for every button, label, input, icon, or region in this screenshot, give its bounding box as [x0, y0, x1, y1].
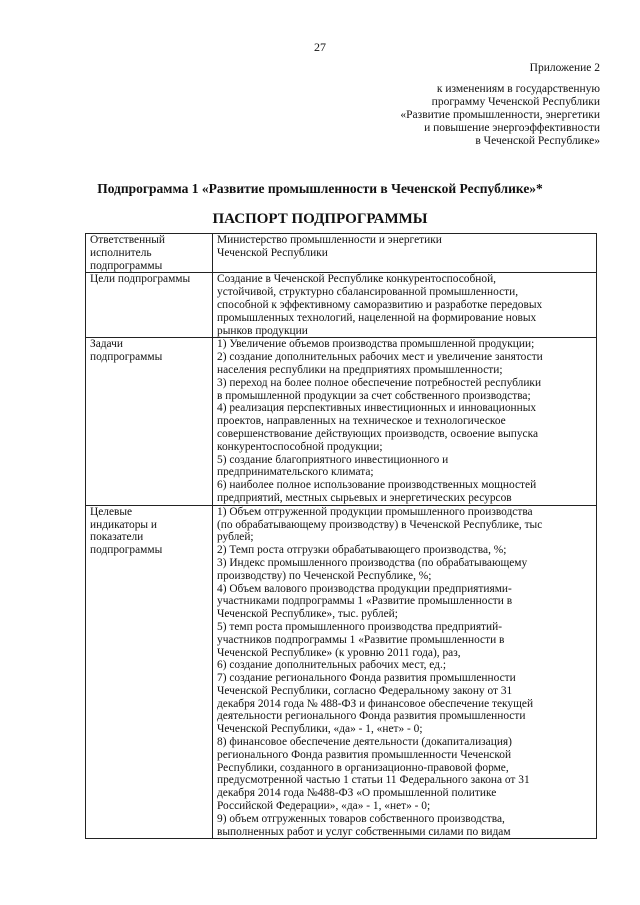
passport-table: [85, 233, 597, 839]
row-content-cell: [213, 234, 597, 273]
passport-row: [86, 338, 597, 505]
row-content-line: 3) Индекс промышленного производства (по обрабатывающему: [217, 556, 528, 569]
row-label-line: Задачи: [90, 338, 123, 351]
row-content-line: в промышленной продукции за счет собственного производства;: [217, 389, 531, 402]
row-content-line: Чеченской Республики, согласно Федеральному закону от 31: [217, 684, 513, 697]
passport-row: [86, 505, 597, 839]
page-number: 27: [314, 40, 326, 54]
row-content-line: 2) создание дополнительных рабочих мест и увеличение занятости: [217, 351, 543, 364]
row-content-line: 1) Увеличение объемов производства промышленной продукции;: [217, 338, 535, 351]
row-content-line: промышленных технологий, нацеленной на формирование новых: [217, 311, 537, 324]
row-content-line: 5) создание благоприятного инвестиционного и: [217, 453, 449, 466]
row-content-cell: [213, 273, 597, 338]
row-content-line: участников подпрограммы 1 «Развитие промышленности в: [217, 633, 505, 646]
appendix-note: [340, 62, 600, 148]
passport-title: ПАСПОРТ ПОДПРОГРАММЫ: [212, 211, 428, 227]
row-content-line: Российской Федерации», «да» - 1, «нет» - 0;: [217, 800, 431, 813]
row-content-line: 5) темп роста промышленного производства предприятий-: [217, 620, 503, 633]
appendix-line: к изменениям в государственную: [436, 83, 600, 95]
row-content-line: Чеченской Республики: [217, 246, 328, 259]
row-content-line: предпринимательского климата;: [217, 466, 374, 479]
row-label-cell: [86, 505, 213, 839]
row-content-line: декабря 2014 года №488-ФЗ «О промышленной политике: [217, 787, 497, 800]
row-content-line: 8) финансовое обеспечение деятельности (докапитализация): [217, 736, 512, 749]
row-content-line: рублей;: [217, 531, 254, 544]
row-content-line: населения республики на предприятиях промышленности;: [217, 363, 503, 376]
row-label-cell: [86, 234, 213, 273]
row-content-line: 4) реализация перспективных инвестиционных и инновационных: [217, 402, 537, 415]
row-content-line: 1) Объем отгруженной продукции промышленного производства: [217, 505, 533, 518]
row-content-line: Создание в Чеченской Республике конкурентоспособной,: [217, 273, 497, 286]
appendix-line: и повышение энергоэффективности: [424, 122, 600, 134]
passport-row: [86, 234, 597, 273]
appendix-line: в Чеченской Республике»: [475, 135, 600, 147]
row-content-line: декабря 2014 года № 488-ФЗ и финансовое обеспечение текущей: [217, 697, 534, 710]
row-content-line: 4) Объем валового производства продукции предприятиями-: [217, 582, 512, 595]
row-content-line: Чеченской Республики, «да» - 1, «нет» - 0;: [217, 723, 423, 736]
subprogram-heading: Подпрограмма 1 «Развитие промышленности в Чеченской Республике»*: [97, 181, 543, 196]
row-content-line: 6) создание дополнительных рабочих мест, ед.;: [217, 659, 446, 672]
row-content-line: Республики, созданного в организационно-правовой форме,: [217, 761, 509, 774]
row-content-line: конкурентоспособной продукции;: [217, 440, 383, 453]
row-content-line: Министерство промышленности и энергетики: [217, 234, 442, 246]
row-label-line: индикаторы и: [90, 518, 158, 531]
row-label-line: подпрограммы: [90, 544, 163, 557]
row-label-line: исполнитель: [90, 246, 152, 259]
appendix-line: программу Чеченской Республики: [431, 96, 600, 108]
row-content-line: Чеченской Республике», тыс. рублей;: [217, 608, 398, 621]
row-content-line: предусмотренной частью 1 статьи 11 Федерального закона от 31: [217, 774, 530, 787]
row-content-line: 3) переход на более полное обеспечение потребностей республики: [217, 376, 542, 389]
row-content-line: предприятий, местных сырьевых и энергетических ресурсов: [217, 491, 512, 504]
row-content-line: проектов, направленных на техническое и технологическое: [217, 415, 506, 428]
row-content-line: способной к эффективному саморазвитию и разработке передовых: [217, 298, 543, 311]
row-label-line: подпрограммы: [90, 259, 163, 272]
row-content-line: устойчивой, структурно сбалансированной промышленности,: [217, 286, 519, 299]
row-content-line: (по обрабатывающему производству) в Чеченской Республике, тыс: [217, 518, 543, 531]
row-content-line: регионального Фонда развития промышленности Чеченской: [217, 748, 512, 761]
row-content-line: выполненных работ и услуг собственными силами по видам: [217, 825, 511, 838]
row-content-line: 6) наиболее полное использование производственных мощностей: [217, 479, 537, 492]
row-content-cell: [213, 338, 597, 505]
row-label-line: Целевые: [90, 505, 133, 518]
row-content-line: деятельности регионального Фонда развития промышленности: [217, 710, 526, 723]
row-content-line: 9) объем отгруженных товаров собственного производства,: [217, 812, 505, 825]
row-content-line: Чеченской Республике» (к уровню 2011 года), раз,: [217, 646, 461, 659]
row-label-line: Цели подпрограммы: [90, 273, 191, 286]
row-content-line: участниками подпрограммы 1 «Развитие промышленности в: [217, 595, 513, 608]
row-content-cell: [213, 505, 597, 839]
row-label-line: Ответственный: [90, 234, 166, 246]
row-content-line: 7) создание регионального Фонда развития промышленности: [217, 672, 516, 685]
row-content-line: 2) Темп роста отгрузки обрабатывающего производства, %;: [217, 544, 507, 557]
passport-row: [86, 273, 597, 338]
row-content-line: совершенствование действующих производств, освоение выпуска: [217, 427, 538, 440]
row-label-line: подпрограммы: [90, 351, 163, 364]
row-label-cell: [86, 338, 213, 505]
row-content-line: рынков продукции: [217, 324, 308, 337]
passport-table-body: [86, 234, 597, 839]
row-label-line: показатели: [90, 531, 144, 544]
row-content-line: производству) по Чеченской Республике, %;: [217, 569, 432, 582]
appendix-title: Приложение 2: [529, 62, 600, 74]
appendix-line: «Развитие промышленности, энергетики: [400, 109, 600, 121]
row-label-cell: [86, 273, 213, 338]
